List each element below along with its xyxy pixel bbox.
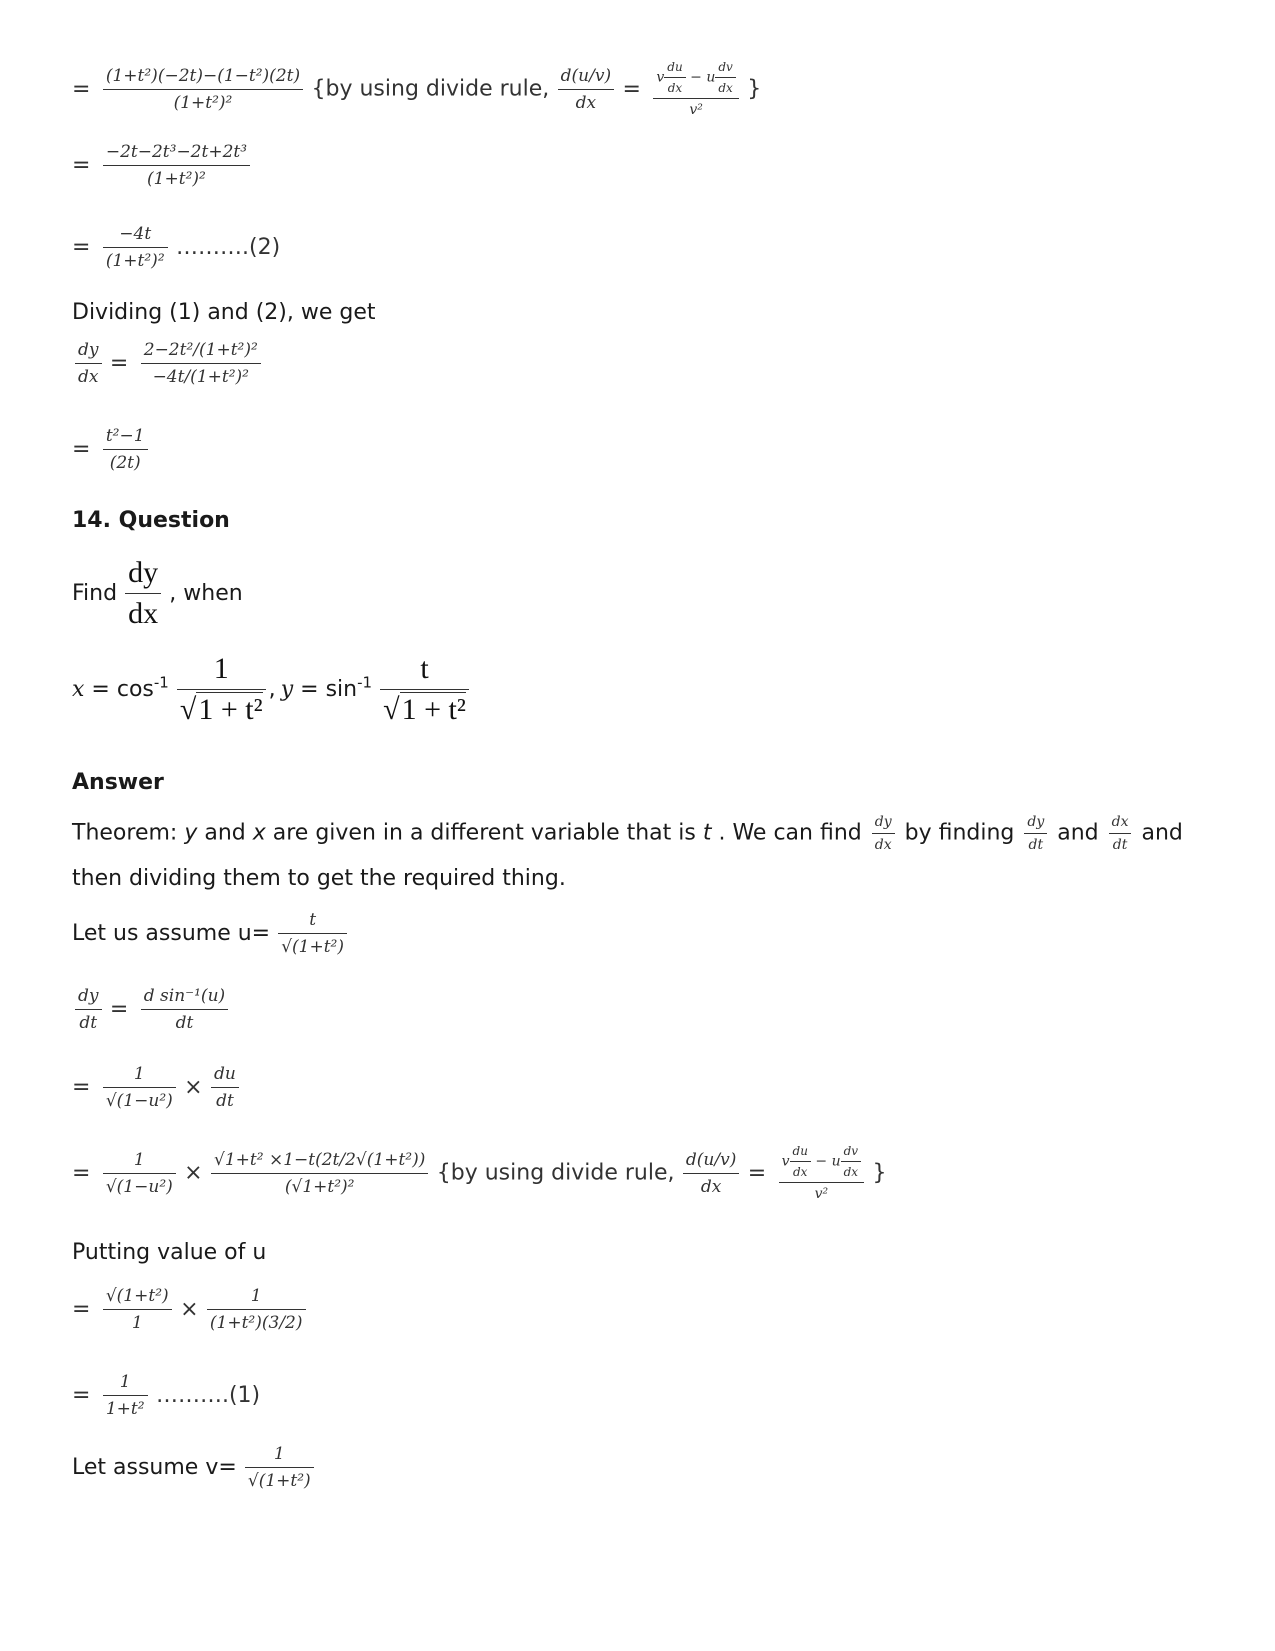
- denominator: v²: [689, 102, 703, 118]
- fraction: [103, 142, 250, 189]
- denominator: √(1+t²): [247, 1471, 311, 1491]
- denominator: 1: [131, 1313, 143, 1333]
- numerator: 1: [103, 1372, 148, 1396]
- equals-sign: =: [72, 235, 91, 260]
- numerator: 2−2t²/(1+t²)²: [141, 340, 261, 364]
- rule-lhs-fraction: [683, 1150, 739, 1197]
- denominator: √(1−u²): [105, 1176, 173, 1197]
- answer-step-1: [72, 1064, 242, 1111]
- denominator: dx: [128, 597, 159, 630]
- step-line-3: [72, 224, 280, 271]
- theorem-line-1: [72, 814, 1183, 853]
- question-find-line: [72, 556, 243, 631]
- fraction: [103, 1150, 176, 1197]
- theorem-text: . We can find: [711, 820, 869, 846]
- dx-dt: [1109, 814, 1132, 853]
- numerator: d sin⁻¹(u): [141, 986, 228, 1010]
- inverse-superscript: -1: [357, 673, 373, 692]
- rule-rhs-fraction: [779, 1144, 864, 1202]
- numerator: d(u/v): [558, 66, 614, 90]
- denominator: √(1−u²): [105, 1091, 173, 1111]
- denominator: −4t/(1+t²)²: [152, 367, 249, 387]
- theorem-text: and: [1134, 820, 1183, 846]
- denominator: dx: [793, 1165, 808, 1179]
- numerator: dx: [1109, 814, 1132, 834]
- equals-sign: =: [72, 153, 91, 178]
- closing-brace: }: [747, 76, 762, 102]
- denominator: dt: [1028, 837, 1044, 853]
- numerator: 1: [103, 1064, 176, 1088]
- theorem-text: and: [1050, 820, 1106, 846]
- numerator: √1+t² ×1−t(2t/2√(1+t²)): [211, 1150, 428, 1174]
- numerator: dy: [1024, 814, 1047, 834]
- numerator: dy: [75, 340, 102, 364]
- rule-text: {by using divide rule,: [311, 76, 550, 102]
- dividing-text: Dividing (1) and (2), we get: [72, 300, 376, 325]
- x-variable: x: [252, 820, 266, 846]
- assume-v-text: Let assume v=: [72, 1455, 237, 1480]
- dy-dx: [872, 814, 895, 853]
- answer-step-2: [72, 1144, 886, 1202]
- radicand: 1 + t²: [198, 693, 263, 726]
- y-variable: y: [184, 820, 198, 846]
- numerator: [653, 60, 738, 99]
- denominator: (1+t²)²: [173, 92, 233, 113]
- t-variable: t: [702, 820, 712, 846]
- v-term: v: [656, 69, 665, 86]
- x-variable: x: [72, 677, 85, 702]
- denominator: (√1+t²)²: [284, 1176, 355, 1197]
- denominator: √1 + t²: [179, 693, 263, 726]
- numerator: dv: [715, 60, 735, 78]
- denominator: dx: [667, 81, 683, 95]
- rule-rhs-fraction: [653, 60, 738, 118]
- theorem-text: and: [197, 820, 253, 846]
- denominator: dt: [175, 1013, 194, 1033]
- rule-text: {by using divide rule,: [436, 1160, 675, 1186]
- dy-dx: [75, 340, 102, 387]
- fraction: [103, 66, 303, 113]
- dy-dt: [75, 986, 102, 1033]
- y-fraction: [380, 652, 469, 727]
- minus-u: − u: [685, 69, 716, 86]
- step-line-1: [72, 60, 761, 118]
- closing-brace: }: [872, 1160, 887, 1186]
- du-dt: [211, 1064, 239, 1111]
- equals-sign: =: [72, 1075, 91, 1100]
- denominator: (1+t²)²: [105, 251, 165, 271]
- rule-lhs-fraction: [558, 66, 614, 113]
- numerator: dv: [841, 1144, 861, 1162]
- dy-dx: [125, 556, 161, 631]
- step-line-2: [72, 142, 253, 189]
- big-fraction: [211, 1150, 428, 1197]
- numerator: dy: [75, 986, 102, 1010]
- d-sin-inverse: [141, 986, 228, 1033]
- denominator: √(1+t²): [281, 937, 345, 957]
- numerator: −4t: [103, 224, 168, 248]
- denominator: (1+t²)²: [147, 169, 206, 189]
- y-variable: y: [280, 677, 294, 702]
- equals-sign: =: [622, 76, 641, 102]
- denominator: (2t): [109, 453, 141, 473]
- fraction: [103, 1372, 148, 1419]
- answer-heading: Answer: [72, 770, 164, 795]
- equals-sign: =: [747, 1160, 767, 1186]
- times-sign: ×: [184, 1160, 203, 1186]
- fraction: [103, 1064, 176, 1111]
- numerator: du: [790, 1144, 811, 1162]
- numerator: [779, 1144, 864, 1183]
- equation-tag: ……….(1): [155, 1383, 261, 1408]
- assume-v-line: [72, 1444, 317, 1491]
- equals-sign: =: [72, 76, 91, 102]
- denominator: dx: [700, 1176, 722, 1197]
- fraction: [207, 1286, 306, 1333]
- equals-sign: =: [72, 1160, 91, 1186]
- answer-step-4: [72, 1372, 260, 1419]
- dy-dt: [1024, 814, 1047, 853]
- denominator: 1+t²: [105, 1399, 145, 1419]
- numerator: t²−1: [103, 426, 148, 450]
- theorem-text: by finding: [897, 820, 1022, 846]
- numerator: du: [211, 1064, 239, 1088]
- du-dx: [790, 1144, 811, 1179]
- denominator: dx: [78, 367, 99, 387]
- denominator: dt: [1112, 837, 1128, 853]
- denominator: dx: [718, 81, 733, 95]
- inverse-superscript: -1: [153, 673, 169, 692]
- du-dx: [664, 60, 685, 95]
- times-sign: ×: [184, 1075, 203, 1100]
- u-fraction: [278, 910, 347, 957]
- numerator: −2t−2t³−2t+2t³: [103, 142, 250, 166]
- equation-tag: ……….(2): [176, 235, 281, 260]
- fraction: [103, 426, 148, 473]
- x-fraction: [177, 652, 266, 727]
- equals-sign: =: [72, 1383, 91, 1408]
- numerator: 1: [177, 652, 266, 690]
- dy-dt-line: [72, 986, 231, 1033]
- numerator: (1+t²)(−2t)−(1−t²)(2t): [103, 66, 303, 90]
- numerator: √(1+t²): [103, 1286, 172, 1310]
- equals-sign: =: [109, 351, 129, 376]
- denominator: dx: [874, 837, 892, 853]
- numerator: dy: [872, 814, 895, 834]
- theorem-text: are given in a different variable that is: [265, 820, 703, 846]
- assume-u-text: Let us assume u=: [72, 921, 271, 946]
- radicand: 1 + t²: [401, 693, 466, 726]
- question-equations: [72, 652, 472, 727]
- dv-dx: [841, 1144, 861, 1179]
- equals-sign: =: [72, 1297, 91, 1322]
- cos-function: = cos: [84, 677, 154, 702]
- find-text: Find: [72, 581, 118, 606]
- assume-u-line: [72, 910, 350, 957]
- equals-sign: =: [109, 997, 129, 1022]
- equals-sign: =: [72, 437, 91, 462]
- times-sign: ×: [180, 1297, 199, 1322]
- minus-u: − u: [810, 1153, 841, 1170]
- denominator: (1+t²)(3/2): [209, 1313, 303, 1333]
- comma: ,: [268, 677, 276, 702]
- when-text: , when: [169, 581, 243, 606]
- sin-function: = sin: [293, 677, 358, 702]
- denominator: √1 + t²: [383, 693, 466, 726]
- numerator: t: [380, 652, 469, 690]
- numerator: du: [664, 60, 685, 78]
- numerator: 1: [245, 1444, 314, 1468]
- question-heading: 14. Question: [72, 508, 230, 533]
- denominator: dx: [575, 92, 597, 113]
- answer-step-3: [72, 1286, 309, 1333]
- denominator: dt: [216, 1091, 234, 1111]
- numerator: d(u/v): [683, 1150, 739, 1174]
- fraction: [103, 224, 168, 271]
- numerator: dy: [125, 556, 161, 594]
- denominator: dx: [843, 1165, 859, 1179]
- putting-value-text: Putting value of u: [72, 1240, 267, 1265]
- numerator: 1: [207, 1286, 306, 1310]
- numerator: 1: [103, 1150, 176, 1174]
- fraction: [141, 340, 261, 387]
- theorem-line-2: then dividing them to get the required thing.: [72, 866, 566, 891]
- denominator: v²: [814, 1186, 829, 1202]
- fraction: [103, 1286, 172, 1333]
- dv-dx: [715, 60, 735, 95]
- denominator: dt: [79, 1013, 98, 1033]
- numerator: t: [278, 910, 347, 934]
- v-fraction: [245, 1444, 314, 1491]
- step-line-5: [72, 426, 151, 473]
- v-term: v: [781, 1153, 790, 1170]
- step-line-4: [72, 340, 264, 387]
- theorem-text: Theorem:: [72, 820, 185, 846]
